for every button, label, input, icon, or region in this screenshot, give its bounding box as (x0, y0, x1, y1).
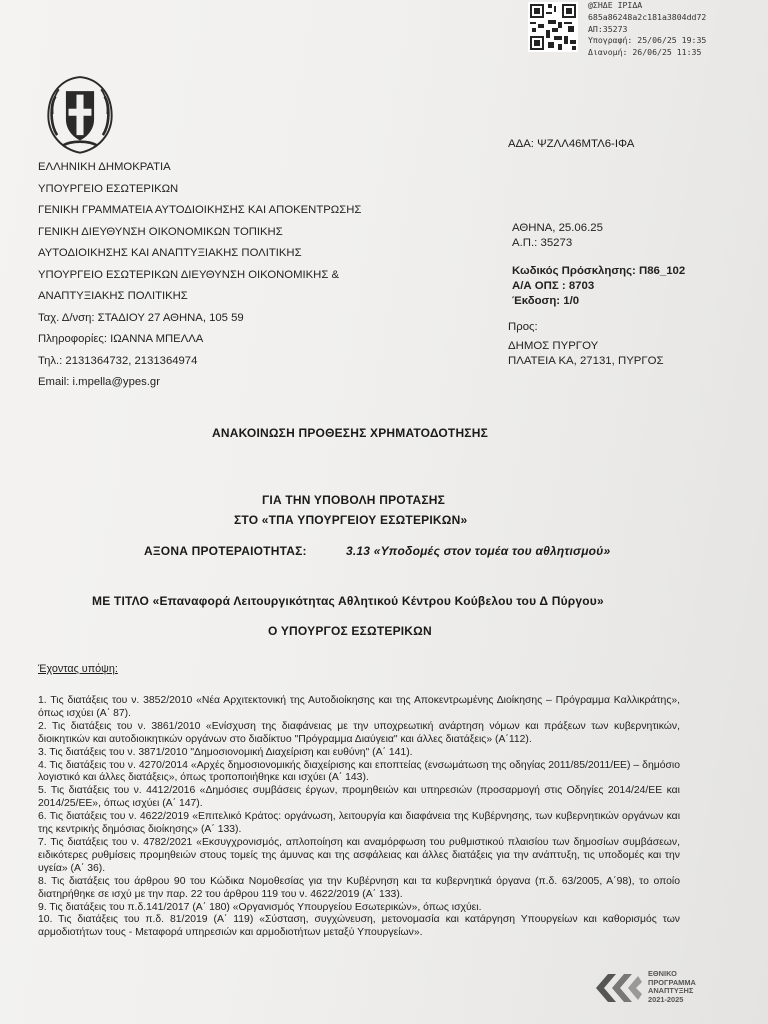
list-item: 8. Τις διατάξεις του άρθρου 90 του Κώδικα Νομοθεσίας για την Κυβέρνηση και τα κυβερνητικά όργανα (π.δ. 63/2005, Α΄98), το οποίο διατηρήθηκε σε ισχύ με την παρ. 22 του άρθρου 119 του ν. 4622/2019 (Α΄ 133). (38, 875, 680, 900)
minister-heading: Ο ΥΠΟΥΡΓΟΣ ΕΣΩΤΕΡΙΚΩΝ (268, 624, 432, 638)
logo-line-1: ΕΘΝΙΚΟ (648, 969, 677, 978)
sender-line: ΑΝΑΠΤΥΞΙΑΚΗΣ ΠΟΛΙΤΙΚΗΣ (38, 290, 188, 302)
development-program-logo (590, 958, 750, 1018)
proposal-line-1: ΓΙΑ ΤΗΝ ΥΠΟΒΟΛΗ ΠΡΟΤΑΣΗΣ (262, 493, 445, 507)
ada-code: ΑΔΑ: ΨΖΛΛ46ΜΤΛ6-ΙΦΑ (508, 138, 635, 150)
invitation-block (512, 264, 685, 309)
sender-block (38, 157, 361, 394)
stamp-title: @ΣΗΔΕ ΙΡΙΔΑ (588, 0, 643, 10)
recipient-block (508, 320, 664, 369)
logo-line-3: ΑΝΑΠΤΥΞΗΣ (648, 986, 694, 996)
invitation-code: Κωδικός Πρόσκλησης: Π86_102 (512, 265, 686, 277)
list-item: 6. Τις διατάξεις του ν. 4622/2019 «Επιτελικό Κράτος: οργάνωση, λειτουργία και διαφάνεια της Κυβέρνησης, των κυβερνητικών οργάνων και της κεντρικής δημόσιας διοίκησης» (Α΄ 133). (38, 811, 680, 836)
announcement-title: ΑΝΑΚΟΙΝΩΣΗ ΠΡΟΘΕΣΗΣ ΧΡΗΜΑΤΟΔΟΤΗΣΗΣ (212, 426, 488, 440)
program-logo-icon (594, 968, 644, 1008)
logo-line-2: ΠΡΟΓΡΑΜΜΑ (648, 977, 696, 987)
list-item: 10. Τις διατάξεις του π.δ. 81/2019 (Α΄ 119) «Σύσταση, συγχώνευση, μετονομασία και κατάργηση Υπουργείων και καθορισμός των αρμοδιοτήτων τους - Μεταφορά υπηρεσιών και αρμοδιοτήτων μεταξύ Υπουργείων». (38, 914, 680, 939)
qr-code-icon (528, 2, 578, 52)
meta-block (512, 221, 603, 251)
list-item: 7. Τις διατάξεις του ν. 4782/2021 «Εκσυγχρονισμός, απλοποίηση και αναμόρφωση του ρυθμιστικού πλαισίου των δημοσίων συμβάσεων, ειδικότερες ρυθμίσεις προμηθειών στους τομείς της άμυνας και της ασφάλειας και άλλες διατάξεις για την ανάπτυξη, τις υποδομές και την υγεία» (Α΄ 36). (38, 836, 680, 874)
list-item: 4. Τις διατάξεις του ν. 4270/2014 «Αρχές δημοσιονομικής διαχείρισης και εποπτείας (ενσωμάτωση της οδηγίας 2011/85/2011/ΕΕ) – δημόσιο λογιστικό και άλλες διατάξεις», όπως τροποποιήθηκε και ισχύει (Α΄ 143). (38, 759, 680, 784)
axis-label: ΑΞΟΝΑ ΠΡΟΤΕΡΑΙΟΤΗΤΑΣ: (144, 544, 307, 558)
doc-date: ΑΘΗΝΑ, 25.06.25 (512, 222, 603, 234)
recipient-label: Προς: (508, 321, 538, 333)
sender-line: ΓΕΝΙΚΗ ΔΙΕΥΘΥΝΣΗ ΟΙΚΟΝΟΜΙΚΩΝ ΤΟΠΙΚΗΣ (38, 225, 283, 238)
iris-stamp (520, 0, 750, 62)
doc-protocol: Α.Π.: 35273 (512, 237, 573, 249)
sender-email: Email: i.mpella@ypes.gr (38, 376, 160, 388)
list-item: 3. Τις διατάξεις του ν. 3871/2010 "Δημοσιονομική Διαχείριση και ευθύνη" (Α΄ 141). (38, 746, 413, 758)
sender-line: ΕΛΛΗΝΙΚΗ ΔΗΜΟΚΡΑΤΙΑ (38, 161, 171, 173)
sender-line: ΥΠΟΥΡΓΕΙΟ ΕΣΩΤΕΡΙΚΩΝ ΔΙΕΥΘΥΝΣΗ ΟΙΚΟΝΟΜΙΚΗΣ & (38, 268, 339, 281)
sender-line: ΓΕΝΙΚΗ ΓΡΑΜΜΑΤΕΙΑ ΑΥΤΟΔΙΟΙΚΗΣΗΣ ΚΑΙ ΑΠΟΚΕΝΤΡΩΣΗΣ (38, 204, 362, 216)
project-title: ΜΕ ΤΙΤΛΟ «Επαναφορά Λειτουργικότητας Αθλητικού Κέντρου Κούβελου του Δ Πύργου» (92, 594, 604, 608)
edition: Έκδοση: 1/0 (512, 295, 580, 307)
sender-phone: Τηλ.: 2131364732, 2131364974 (38, 354, 198, 367)
considerations-list (38, 695, 680, 940)
stamp-hash: 685a86248a2c181a3804dd72 (588, 11, 707, 22)
stamp-signature: Υπογραφή: 25/06/25 19:35 (588, 35, 707, 46)
logo-line-4: 2021-2025 (648, 994, 684, 1004)
axis-value: 3.13 «Υποδομές στον τομέα του αθλητισμού» (346, 544, 611, 558)
recipient-address: ΠΛΑΤΕΙΑ ΚΑ, 27131, ΠΥΡΓΟΣ (508, 355, 664, 367)
stamp-distribution: Διανομή: 26/06/25 11:35 (588, 47, 702, 58)
stamp-ap: ΑΠ:35273 (588, 23, 628, 34)
considering-label: Έχοντας υπόψη: (38, 663, 118, 675)
sender-address: Ταχ. Δ/νση: ΣΤΑΔΙΟΥ 27 ΑΘΗΝΑ, 105 59 (38, 311, 244, 324)
list-item: 9. Τις διατάξεις του π.δ.141/2017 (Α΄ 180) «Οργανισμός Υπουργείου Εσωτερικών», όπως ισχύει. (38, 901, 482, 913)
list-item: 5. Τις διατάξεις του ν. 4412/2016 «Δημόσιες συμβάσεις έργων, προμηθειών και υπηρεσιών (προσαρμογή στις Οδηγίες 2014/24/ΕΕ και 2014/25/ΕΕ», όπως ισχύει (Α΄ 147). (38, 785, 680, 810)
greek-coat-of-arms-icon (36, 70, 124, 158)
list-item: 2. Τις διατάξεις του ν. 3861/2010 «Ενίσχυση της διαφάνειας με την υποχρεωτική ανάρτηση νόμων και πράξεων των κυβερνητικών, διοικητικών και αυτοδιοικητικών οργάνων στο διαδίκτυο "Πρόγραμμα Διαύγεια" και άλλες διατάξεις» (Α΄112). (38, 720, 680, 745)
sender-info: Πληροφορίες: ΙΩΑΝΝΑ ΜΠΕΛΛΑ (38, 333, 204, 345)
ops-number: Α/Α ΟΠΣ : 8703 (512, 280, 595, 292)
proposal-line-2: ΣΤΟ «ΤΠΑ ΥΠΟΥΡΓΕΙΟΥ ΕΣΩΤΕΡΙΚΩΝ» (234, 513, 468, 527)
list-item: 1. Τις διατάξεις του ν. 3852/2010 «Νέα Αρχιτεκτονική της Αυτοδιοίκησης και της Αποκεντρωμένης Διοίκησης – Πρόγραμμα Καλλικράτης», όπως ισχύει (Α΄ 87). (38, 695, 680, 719)
sender-line: ΑΥΤΟΔΙΟΙΚΗΣΗΣ ΚΑΙ ΑΝΑΠΤΥΞΙΑΚΗΣ ΠΟΛΙΤΙΚΗΣ (38, 247, 302, 259)
sender-line: ΥΠΟΥΡΓΕΙΟ ΕΣΩΤΕΡΙΚΩΝ (38, 182, 179, 195)
recipient-name: ΔΗΜΟΣ ΠΥΡΓΟΥ (508, 340, 599, 352)
